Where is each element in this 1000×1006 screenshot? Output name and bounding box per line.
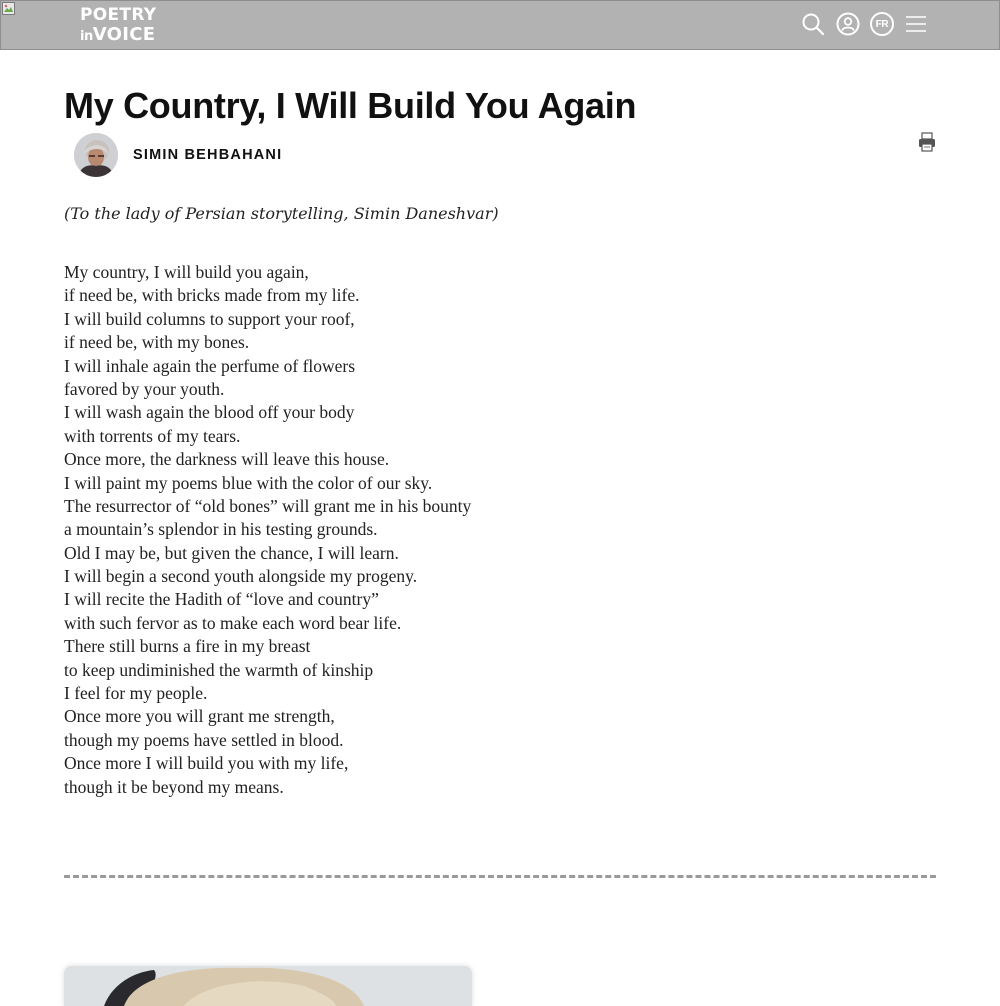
poem-body (64, 261, 471, 799)
poem-line: though it be beyond my means. (64, 776, 284, 797)
logo-line-voice (80, 26, 156, 44)
poem-line: I will wash again the blood off your body (64, 402, 355, 423)
menu-icon[interactable] (903, 11, 929, 37)
poem-line: Once more you will grant me strength, (64, 706, 335, 727)
poem-line: There still burns a fire in my breast (64, 636, 311, 657)
print-icon[interactable] (918, 132, 936, 152)
author-name-link[interactable]: SIMIN BEHBAHANI (133, 147, 283, 163)
poem-line: to keep undiminished the warmth of kinship (64, 659, 374, 680)
language-toggle-button[interactable]: FR (870, 12, 894, 36)
poem-line: I will begin a second youth alongside my progeny. (64, 566, 418, 587)
site-logo[interactable] (80, 7, 156, 44)
author-byline[interactable] (74, 133, 282, 177)
logo-in: in (80, 29, 93, 44)
poem-line: Once more I will build you with my life, (64, 753, 349, 774)
author-feature-image[interactable] (64, 966, 472, 1006)
poem-dedication: (To the lady of Persian storytelling, Simin Daneshvar) (64, 204, 499, 223)
poem-line: if need be, with bricks made from my life. (64, 285, 360, 306)
logo-line-poetry: POETRY (80, 5, 157, 25)
poem-line: with torrents of my tears. (64, 425, 241, 446)
poem-line: I feel for my people. (64, 683, 208, 704)
poem-line: favored by your youth. (64, 378, 225, 399)
poem-line: if need be, with my bones. (64, 332, 250, 353)
broken-image-icon (2, 2, 16, 16)
logo-voice: VOICE (92, 24, 156, 45)
poem-line: Old I may be, but given the chance, I will learn. (64, 542, 399, 563)
poem-line: Once more, the darkness will leave this house. (64, 449, 390, 470)
poem-line: My country, I will build you again, (64, 262, 309, 282)
author-avatar[interactable] (74, 133, 118, 177)
user-account-icon[interactable] (835, 11, 861, 37)
poem-line: The resurrector of “old bones” will grant me in his bounty (64, 495, 472, 516)
poem-line: I will build columns to support your roof, (64, 308, 355, 329)
poem-line: I will paint my poems blue with the color of our sky. (64, 472, 433, 493)
poem-line: I will recite the Hadith of “love and country” (64, 589, 379, 610)
section-divider (64, 875, 936, 878)
poem-line: with such fervor as to make each word bear life. (64, 612, 402, 633)
header-actions (791, 11, 929, 37)
poem-line: I will inhale again the perfume of flowers (64, 355, 356, 376)
site-header (0, 0, 1000, 50)
search-icon[interactable] (800, 11, 826, 37)
poem-line: a mountain’s splendor in his testing grounds. (64, 519, 378, 540)
poem-article (64, 84, 936, 797)
poem-line: though my poems have settled in blood. (64, 729, 344, 750)
poem-title: My Country, I Will Build You Again (64, 85, 637, 126)
